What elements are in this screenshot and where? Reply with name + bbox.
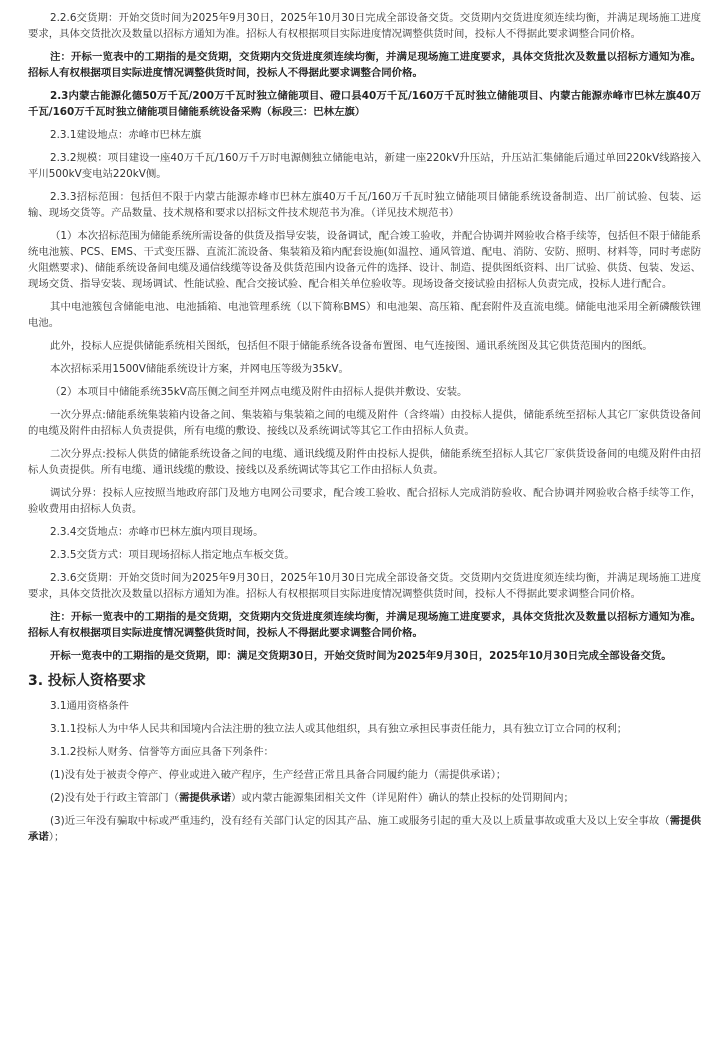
bidding-scope-paragraph: 2.3.3招标范围：包括但不限于内蒙古能源赤峰市巴林左旗40万千瓦/160万千瓦时独立储能项目储能系统设备制造、出厂前试验、包装、运输、现场交货等。产品数量、技术规格和要求以招标文件技术规范书为准。（详见技术规范书）	[28, 191, 701, 219]
delivery-location-paragraph: 2.3.4交货地点：赤峰市巴林左旗内项目现场。	[50, 526, 264, 538]
note-paragraph: 注：开标一览表中的工期指的是交货期，交货期内交货进度须连续均衡，并满足现场施工进度要求，具体交货批次及数量以招标方通知为准。招标人有权根据项目实际进度情况调整供货时间，投标人不得据此要求调整合同价格。	[28, 51, 701, 79]
condition-item-3-text-c: ）；	[48, 831, 65, 843]
condition-item-2-commitment: 需提供承诺	[179, 792, 231, 804]
delivery-method-paragraph: 2.3.5交货方式：项目现场招标人指定地点车板交货。	[50, 549, 295, 561]
lot-title: 2.3内蒙古能源化德50万千瓦/200万千瓦时独立储能项目、磴口县40万千瓦/160万千瓦时独立储能项目、内蒙古能源赤峰市巴林左旗40万千瓦/160万千瓦时独立储能项目储能系统设备采购（标段三：巴林左旗）	[28, 90, 701, 118]
condition-item-3	[28, 813, 701, 845]
condition-item-2-text-c: ）或内蒙古能源集团相关文件（详见附件）确认的禁止投标的处罚期间内；	[230, 792, 574, 804]
scale-paragraph: 2.3.2规模：项目建设一座40万千瓦/160万千万时电源侧独立储能电站，新建一座220kV升压站，升压站汇集储能后通过单回220kV线路接入平川500kV变电站220kV侧。	[28, 152, 701, 180]
note-paragraph-2: 注：开标一览表中的工期指的是交货期，交货期内交货进度须连续均衡，并满足现场施工进度要求，具体交货批次及数量以招标方通知为准。招标人有权根据项目实际进度情况调整供货时间，投标人不得据此要求调整合同价格。	[28, 611, 701, 639]
condition-item-3-text-a: (3)近三年没有骗取中标或严重违约，没有经有关部门认定的因其产品、施工或服务引起的重大及以上质量事故或重大及以上安全事故（	[50, 815, 670, 827]
summary-paragraph: 开标一览表中的工期指的是交货期，即：满足交货期30日，开始交货时间为2025年9月30日，2025年10月30日完成全部设备交货。	[50, 650, 672, 662]
condition-item-2-text-a: (2)没有处于行政主管部门（	[50, 792, 180, 804]
qualification-3-1-2: 3.1.2投标人财务、信誉等方面应具备下列条件：	[50, 746, 274, 758]
condition-item-1: (1)没有处于被责令停产、停业或进入破产程序，生产经营正常且具备合同履约能力（需提供承诺）；	[50, 769, 507, 781]
condition-item-3-commitment: 需提供承诺	[28, 815, 702, 843]
secondary-boundary-paragraph: 二次分界点:投标人供货的储能系统设备之间的电缆、通讯线缆及附件由投标人提供，储能系统至招标人其它厂家供货设备间的电缆及附件由招标人负责提供。所有电缆、通讯线缆的敷设、接线以及系统调试等其它工作由招标人负责。	[28, 448, 701, 476]
primary-boundary-paragraph: 一次分界点:储能系统集装箱内设备之间、集装箱与集装箱之间的电缆及附件（含终端）由投标人提供，储能系统至招标人其它厂家供货设备间的电缆及附件由招标人负责提供，所有电缆的敷设、接线以及系统调试等其它工作由招标人负责。	[28, 409, 701, 437]
construction-site-paragraph: 2.3.1建设地点：赤峰市巴林左旗	[50, 129, 202, 141]
drawings-paragraph: 此外，投标人应提供储能系统相关图纸，包括但不限于储能系统各设备布置图、电气连接图、通讯系统图及其它供货范围内的图纸。	[50, 340, 653, 352]
scope-item-2-paragraph: （2）本项目中储能系统35kV高压侧之间至并网点电缆及附件由招标人提供并敷设、安装。	[50, 386, 468, 398]
delivery-period-paragraph: 2.2.6交货期：开始交货时间为2025年9月30日，2025年10月30日完成全部设备交货。交货期内交货进度须连续均衡，并满足现场施工进度要求，具体交货批次及数量以招标方通知为准。招标人有权根据项目实际进度情况调整供货时间，投标人不得据此要求调整合同价格。	[28, 12, 701, 40]
qualification-3-1-1: 3.1.1投标人为中华人民共和国境内合法注册的独立法人或其他组织，具有独立承担民事责任能力，具有独立订立合同的权利；	[50, 723, 628, 735]
battery-cluster-paragraph: 其中电池簇包含储能电池、电池插箱、电池管理系统（以下简称BMS）和电池架、高压箱、配套附件及直流电缆。储能电池采用全新磷酸铁锂电池。	[28, 301, 701, 329]
voltage-paragraph: 本次招标采用1500V储能系统设计方案，并网电压等级为35kV。	[50, 363, 349, 375]
general-qualification-heading: 3.1通用资格条件	[50, 700, 129, 712]
scope-item-1-paragraph: （1）本次招标范围为储能系统所需设备的供货及指导安装，设备调试，配合竣工验收，并配合协调并网验收合格手续等，包括但不限于储能系统电池簇、PCS、EMS、干式变压器、直流汇流设备、集装箱及箱内配套设施(如温控、通风管道、配电、消防、安防、照明、材料等，同时考虑防火阻燃要求)、储能系统设备间电缆及通信线缆等设备及供货范围内设备元件的选择、设计、制造、提供图纸资料、出厂试验、供货、包装、发运、现场交货、指导安装、现场调试、性能试验、配合交接试验、配合相关单位验收等。现场设备交接试验由招标人负责完成，投标人进行配合。	[28, 230, 701, 290]
delivery-period-paragraph-2: 2.3.6交货期：开始交货时间为2025年9月30日，2025年10月30日完成全部设备交货。交货期内交货进度须连续均衡，并满足现场施工进度要求，具体交货批次及数量以招标方通知为准。招标人有权根据项目实际进度情况调整供货时间，投标人不得据此要求调整合同价格。	[28, 572, 701, 600]
commissioning-boundary-paragraph: 调试分界：投标人应按照当地政府部门及地方电网公司要求，配合竣工验收、配合招标人完成消防验收、配合协调并网验收合格手续等工作，验收费用由招标人负责。	[28, 487, 701, 515]
condition-item-2	[28, 790, 701, 806]
section-3-heading: 3. 投标人资格要求	[28, 673, 146, 689]
